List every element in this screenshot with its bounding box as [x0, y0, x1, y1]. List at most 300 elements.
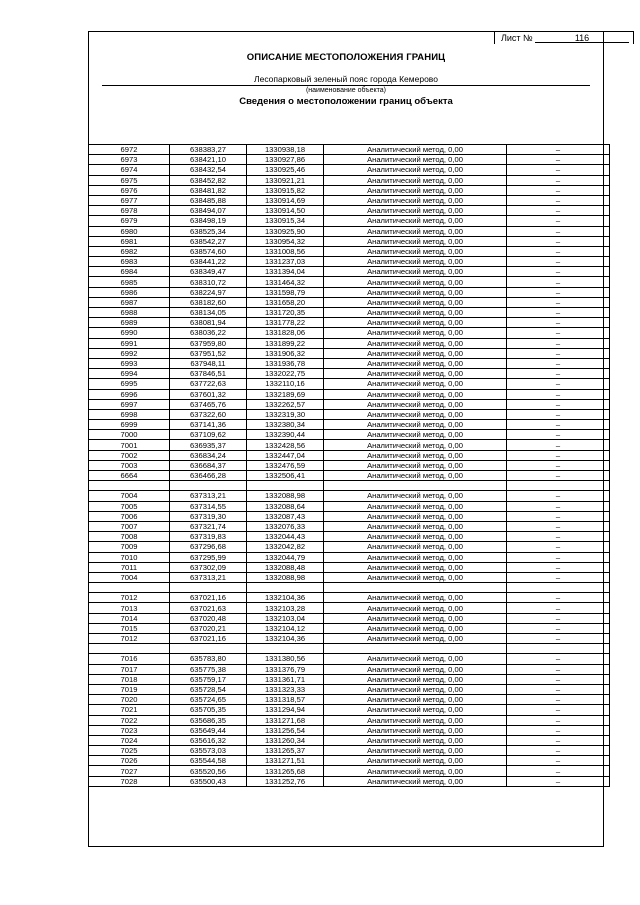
- description-cell: –: [507, 195, 610, 205]
- description-cell: –: [507, 532, 610, 542]
- coord-x-cell: 638574,60: [170, 246, 247, 256]
- point-number-cell: 6983: [89, 257, 170, 267]
- table-row: [89, 348, 610, 358]
- coord-x-cell: 637141,36: [170, 420, 247, 430]
- coord-x-cell: 635759,17: [170, 674, 247, 684]
- description-cell: –: [507, 756, 610, 766]
- coord-y-cell: [247, 583, 324, 593]
- method-accuracy-cell: Аналитический метод, 0,00: [324, 358, 507, 368]
- point-number-cell: 6988: [89, 308, 170, 318]
- coord-x-cell: 636684,37: [170, 460, 247, 470]
- point-number-cell: 7027: [89, 766, 170, 776]
- description-cell: –: [507, 430, 610, 440]
- method-accuracy-cell: Аналитический метод, 0,00: [324, 165, 507, 175]
- point-number-cell: [89, 583, 170, 593]
- coord-y-cell: 1330954,32: [247, 236, 324, 246]
- coord-y-cell: 1331598,79: [247, 287, 324, 297]
- coord-x-cell: 637302,09: [170, 562, 247, 572]
- table-row: [89, 725, 610, 735]
- coord-x-cell: 636935,37: [170, 440, 247, 450]
- description-cell: –: [507, 552, 610, 562]
- point-number-cell: 6979: [89, 216, 170, 226]
- coord-x-cell: 635775,38: [170, 664, 247, 674]
- coord-y-cell: 1332103,04: [247, 613, 324, 623]
- coord-x-cell: 638485,88: [170, 195, 247, 205]
- point-number-cell: 7000: [89, 430, 170, 440]
- coord-x-cell: 637313,21: [170, 491, 247, 501]
- table-row: [89, 328, 610, 338]
- method-accuracy-cell: Аналитический метод, 0,00: [324, 175, 507, 185]
- coord-y-cell: 1332087,43: [247, 511, 324, 521]
- coord-x-cell: 638310,72: [170, 277, 247, 287]
- method-accuracy-cell: Аналитический метод, 0,00: [324, 705, 507, 715]
- coord-y-cell: 1332189,69: [247, 389, 324, 399]
- point-number-cell: 7013: [89, 603, 170, 613]
- description-cell: –: [507, 206, 610, 216]
- description-cell: –: [507, 297, 610, 307]
- point-number-cell: 6996: [89, 389, 170, 399]
- description-cell: –: [507, 613, 610, 623]
- method-accuracy-cell: Аналитический метод, 0,00: [324, 430, 507, 440]
- table-row: [89, 277, 610, 287]
- coord-x-cell: 638525,34: [170, 226, 247, 236]
- description-cell: –: [507, 623, 610, 633]
- coord-y-cell: 1332110,16: [247, 379, 324, 389]
- description-cell: –: [507, 399, 610, 409]
- method-accuracy-cell: Аналитический метод, 0,00: [324, 521, 507, 531]
- table-row: [89, 226, 610, 236]
- method-accuracy-cell: Аналитический метод, 0,00: [324, 735, 507, 745]
- coord-x-cell: 636834,24: [170, 450, 247, 460]
- coord-x-cell: 637021,63: [170, 603, 247, 613]
- coord-y-cell: [247, 644, 324, 654]
- point-number-cell: 6977: [89, 195, 170, 205]
- method-accuracy-cell: Аналитический метод, 0,00: [324, 369, 507, 379]
- description-cell: –: [507, 674, 610, 684]
- table-row: [89, 450, 610, 460]
- coord-y-cell: 1331394,04: [247, 267, 324, 277]
- coord-x-cell: [170, 481, 247, 491]
- coord-x-cell: 637313,21: [170, 572, 247, 582]
- coord-y-cell: 1331271,68: [247, 715, 324, 725]
- coord-x-cell: 635724,65: [170, 695, 247, 705]
- method-accuracy-cell: Аналитический метод, 0,00: [324, 593, 507, 603]
- description-cell: –: [507, 695, 610, 705]
- coord-x-cell: 635616,32: [170, 735, 247, 745]
- table-row: [89, 236, 610, 246]
- description-cell: –: [507, 409, 610, 419]
- description-cell: –: [507, 511, 610, 521]
- description-cell: –: [507, 145, 610, 155]
- method-accuracy-cell: Аналитический метод, 0,00: [324, 145, 507, 155]
- method-accuracy-cell: Аналитический метод, 0,00: [324, 155, 507, 165]
- object-name: Лесопарковый зеленый пояс города Кемерово: [254, 74, 438, 84]
- description-cell: –: [507, 460, 610, 470]
- method-accuracy-cell: Аналитический метод, 0,00: [324, 246, 507, 256]
- point-number-cell: 7006: [89, 511, 170, 521]
- description-cell: [507, 644, 610, 654]
- coord-x-cell: [170, 644, 247, 654]
- method-accuracy-cell: Аналитический метод, 0,00: [324, 695, 507, 705]
- table-row: [89, 175, 610, 185]
- coord-x-cell: 635573,03: [170, 746, 247, 756]
- description-cell: –: [507, 328, 610, 338]
- coord-x-cell: 637021,16: [170, 593, 247, 603]
- table-row: [89, 746, 610, 756]
- coord-x-cell: 635728,54: [170, 684, 247, 694]
- coord-x-cell: 637319,83: [170, 532, 247, 542]
- method-accuracy-cell: Аналитический метод, 0,00: [324, 725, 507, 735]
- method-accuracy-cell: Аналитический метод, 0,00: [324, 491, 507, 501]
- point-number-cell: 6975: [89, 175, 170, 185]
- coord-y-cell: 1331323,33: [247, 684, 324, 694]
- table-row: [89, 684, 610, 694]
- coord-y-cell: 1332104,36: [247, 634, 324, 644]
- description-cell: –: [507, 562, 610, 572]
- coord-y-cell: 1332088,98: [247, 572, 324, 582]
- coord-y-cell: 1331658,20: [247, 297, 324, 307]
- coord-y-cell: 1332044,79: [247, 552, 324, 562]
- method-accuracy-cell: Аналитический метод, 0,00: [324, 440, 507, 450]
- point-number-cell: 6991: [89, 338, 170, 348]
- method-accuracy-cell: Аналитический метод, 0,00: [324, 766, 507, 776]
- point-number-cell: 6993: [89, 358, 170, 368]
- coord-y-cell: 1331271,51: [247, 756, 324, 766]
- coord-y-cell: 1331294,94: [247, 705, 324, 715]
- description-cell: –: [507, 236, 610, 246]
- coord-x-cell: 635649,44: [170, 725, 247, 735]
- sheet-number-value: 116: [574, 33, 590, 43]
- coordinates-table-wrap: [88, 144, 604, 787]
- point-number-cell: 7012: [89, 593, 170, 603]
- coord-y-cell: 1331828,06: [247, 328, 324, 338]
- coord-y-cell: 1330925,90: [247, 226, 324, 236]
- coord-x-cell: 635686,35: [170, 715, 247, 725]
- method-accuracy-cell: Аналитический метод, 0,00: [324, 674, 507, 684]
- point-number-cell: 7025: [89, 746, 170, 756]
- coord-y-cell: 1332104,12: [247, 623, 324, 633]
- method-accuracy-cell: [324, 644, 507, 654]
- description-cell: –: [507, 521, 610, 531]
- table-row: [89, 521, 610, 531]
- table-row: [89, 460, 610, 470]
- method-accuracy-cell: Аналитический метод, 0,00: [324, 634, 507, 644]
- coord-x-cell: 637295,99: [170, 552, 247, 562]
- coord-y-cell: 1332390,44: [247, 430, 324, 440]
- method-accuracy-cell: Аналитический метод, 0,00: [324, 776, 507, 786]
- table-row: [89, 674, 610, 684]
- coord-y-cell: 1332042,82: [247, 542, 324, 552]
- method-accuracy-cell: Аналитический метод, 0,00: [324, 267, 507, 277]
- coord-y-cell: 1330914,50: [247, 206, 324, 216]
- point-number-cell: 6990: [89, 328, 170, 338]
- table-row: [89, 471, 610, 481]
- coord-x-cell: 635783,80: [170, 654, 247, 664]
- description-cell: –: [507, 369, 610, 379]
- coord-y-cell: 1331376,79: [247, 664, 324, 674]
- table-row: [89, 532, 610, 542]
- description-cell: –: [507, 308, 610, 318]
- coord-y-cell: 1331906,32: [247, 348, 324, 358]
- coord-x-cell: 637296,68: [170, 542, 247, 552]
- description-cell: –: [507, 358, 610, 368]
- table-row: [89, 613, 610, 623]
- point-number-cell: 6985: [89, 277, 170, 287]
- point-number-cell: 7014: [89, 613, 170, 623]
- point-number-cell: 6976: [89, 185, 170, 195]
- document-sheet: [88, 31, 604, 847]
- coord-y-cell: 1331008,56: [247, 246, 324, 256]
- document-title: ОПИСАНИЕ МЕСТОПОЛОЖЕНИЯ ГРАНИЦ: [246, 52, 446, 63]
- table-row: [89, 572, 610, 582]
- coord-x-cell: 637959,80: [170, 338, 247, 348]
- method-accuracy-cell: Аналитический метод, 0,00: [324, 511, 507, 521]
- coord-y-cell: 1331265,37: [247, 746, 324, 756]
- table-row: [89, 369, 610, 379]
- table-row: [89, 185, 610, 195]
- description-cell: –: [507, 684, 610, 694]
- description-cell: –: [507, 572, 610, 582]
- coord-y-cell: 1331720,35: [247, 308, 324, 318]
- table-row: [89, 481, 610, 491]
- description-cell: –: [507, 654, 610, 664]
- coord-y-cell: 1332088,98: [247, 491, 324, 501]
- description-cell: –: [507, 246, 610, 256]
- coord-y-cell: 1332380,34: [247, 420, 324, 430]
- coord-y-cell: 1332262,57: [247, 399, 324, 409]
- coord-y-cell: 1331256,54: [247, 725, 324, 735]
- description-cell: –: [507, 501, 610, 511]
- coord-x-cell: 638542,27: [170, 236, 247, 246]
- point-number-cell: 6982: [89, 246, 170, 256]
- table-row: [89, 297, 610, 307]
- coord-x-cell: 638452,82: [170, 175, 247, 185]
- method-accuracy-cell: Аналитический метод, 0,00: [324, 236, 507, 246]
- coord-y-cell: 1332076,33: [247, 521, 324, 531]
- coord-x-cell: 637601,32: [170, 389, 247, 399]
- coord-x-cell: 638494,07: [170, 206, 247, 216]
- point-number-cell: 6989: [89, 318, 170, 328]
- point-number-cell: 7003: [89, 460, 170, 470]
- coord-x-cell: 637322,60: [170, 409, 247, 419]
- description-cell: –: [507, 175, 610, 185]
- table-row: [89, 766, 610, 776]
- table-row: [89, 389, 610, 399]
- point-number-cell: 7007: [89, 521, 170, 531]
- description-cell: –: [507, 379, 610, 389]
- method-accuracy-cell: Аналитический метод, 0,00: [324, 684, 507, 694]
- coord-y-cell: 1331265,68: [247, 766, 324, 776]
- table-row: [89, 318, 610, 328]
- table-row: [89, 338, 610, 348]
- method-accuracy-cell: Аналитический метод, 0,00: [324, 308, 507, 318]
- coord-y-cell: 1330915,82: [247, 185, 324, 195]
- table-row: [89, 257, 610, 267]
- description-cell: –: [507, 593, 610, 603]
- point-number-cell: 7002: [89, 450, 170, 460]
- point-number-cell: 7023: [89, 725, 170, 735]
- table-row: [89, 358, 610, 368]
- table-row: [89, 695, 610, 705]
- coord-x-cell: 638182,60: [170, 297, 247, 307]
- description-cell: –: [507, 705, 610, 715]
- point-number-cell: 7012: [89, 634, 170, 644]
- coord-y-cell: 1331380,56: [247, 654, 324, 664]
- method-accuracy-cell: Аналитический метод, 0,00: [324, 664, 507, 674]
- table-row: [89, 715, 610, 725]
- coord-y-cell: 1332022,75: [247, 369, 324, 379]
- description-cell: –: [507, 420, 610, 430]
- point-number-cell: 7016: [89, 654, 170, 664]
- coord-y-cell: 1332104,36: [247, 593, 324, 603]
- coord-x-cell: 638349,47: [170, 267, 247, 277]
- point-number-cell: 7019: [89, 684, 170, 694]
- coord-x-cell: 637319,30: [170, 511, 247, 521]
- table-row: [89, 562, 610, 572]
- point-number-cell: 6998: [89, 409, 170, 419]
- point-number-cell: 6972: [89, 145, 170, 155]
- table-row: [89, 206, 610, 216]
- method-accuracy-cell: Аналитический метод, 0,00: [324, 379, 507, 389]
- method-accuracy-cell: Аналитический метод, 0,00: [324, 287, 507, 297]
- coord-x-cell: 637020,21: [170, 623, 247, 633]
- point-number-cell: 6994: [89, 369, 170, 379]
- point-number-cell: 6974: [89, 165, 170, 175]
- point-number-cell: 7022: [89, 715, 170, 725]
- method-accuracy-cell: Аналитический метод, 0,00: [324, 572, 507, 582]
- coord-x-cell: 638383,27: [170, 145, 247, 155]
- method-accuracy-cell: Аналитический метод, 0,00: [324, 603, 507, 613]
- coord-y-cell: 1331361,71: [247, 674, 324, 684]
- point-number-cell: 7020: [89, 695, 170, 705]
- table-row: [89, 491, 610, 501]
- coord-y-cell: 1332428,56: [247, 440, 324, 450]
- point-number-cell: 6978: [89, 206, 170, 216]
- coord-y-cell: 1331237,03: [247, 257, 324, 267]
- description-cell: –: [507, 277, 610, 287]
- table-row: [89, 287, 610, 297]
- description-cell: –: [507, 440, 610, 450]
- table-row: [89, 776, 610, 786]
- description-cell: –: [507, 735, 610, 745]
- method-accuracy-cell: Аналитический метод, 0,00: [324, 450, 507, 460]
- coord-y-cell: 1330921,21: [247, 175, 324, 185]
- point-number-cell: 7021: [89, 705, 170, 715]
- coord-x-cell: 638441,22: [170, 257, 247, 267]
- coord-x-cell: 637722,63: [170, 379, 247, 389]
- method-accuracy-cell: Аналитический метод, 0,00: [324, 746, 507, 756]
- point-number-cell: 7001: [89, 440, 170, 450]
- table-row: [89, 246, 610, 256]
- coord-x-cell: 635544,58: [170, 756, 247, 766]
- method-accuracy-cell: Аналитический метод, 0,00: [324, 420, 507, 430]
- description-cell: –: [507, 634, 610, 644]
- coord-y-cell: 1332476,59: [247, 460, 324, 470]
- sheet-number-label: Лист №: [501, 33, 533, 43]
- table-row: [89, 644, 610, 654]
- point-number-cell: 7024: [89, 735, 170, 745]
- description-cell: –: [507, 450, 610, 460]
- description-cell: –: [507, 226, 610, 236]
- description-cell: –: [507, 715, 610, 725]
- method-accuracy-cell: [324, 481, 507, 491]
- coord-y-cell: 1330925,46: [247, 165, 324, 175]
- point-number-cell: 7004: [89, 491, 170, 501]
- table-row: [89, 145, 610, 155]
- method-accuracy-cell: Аналитический метод, 0,00: [324, 277, 507, 287]
- point-number-cell: 7018: [89, 674, 170, 684]
- description-cell: [507, 583, 610, 593]
- coord-x-cell: 635705,35: [170, 705, 247, 715]
- method-accuracy-cell: [324, 583, 507, 593]
- coord-y-cell: 1331252,76: [247, 776, 324, 786]
- point-number-cell: 6997: [89, 399, 170, 409]
- coord-y-cell: 1331778,22: [247, 318, 324, 328]
- table-row: [89, 267, 610, 277]
- table-row: [89, 552, 610, 562]
- description-cell: –: [507, 389, 610, 399]
- coord-x-cell: 637846,51: [170, 369, 247, 379]
- description-cell: –: [507, 165, 610, 175]
- point-number-cell: 7017: [89, 664, 170, 674]
- coord-x-cell: 637948,11: [170, 358, 247, 368]
- point-number-cell: 7010: [89, 552, 170, 562]
- coord-y-cell: 1332447,04: [247, 450, 324, 460]
- table-row: [89, 542, 610, 552]
- table-row: [89, 430, 610, 440]
- point-number-cell: [89, 481, 170, 491]
- method-accuracy-cell: Аналитический метод, 0,00: [324, 756, 507, 766]
- document-header: [88, 44, 604, 107]
- table-row: [89, 195, 610, 205]
- point-number-cell: 7004: [89, 572, 170, 582]
- coord-y-cell: [247, 481, 324, 491]
- method-accuracy-cell: Аналитический метод, 0,00: [324, 654, 507, 664]
- coord-y-cell: 1332088,64: [247, 501, 324, 511]
- coord-y-cell: 1332319,30: [247, 409, 324, 419]
- coord-x-cell: 638481,82: [170, 185, 247, 195]
- description-cell: –: [507, 155, 610, 165]
- table-row: [89, 735, 610, 745]
- method-accuracy-cell: Аналитический метод, 0,00: [324, 552, 507, 562]
- method-accuracy-cell: Аналитический метод, 0,00: [324, 195, 507, 205]
- method-accuracy-cell: Аналитический метод, 0,00: [324, 409, 507, 419]
- table-row: [89, 216, 610, 226]
- coord-x-cell: 635520,56: [170, 766, 247, 776]
- table-row: [89, 308, 610, 318]
- table-row: [89, 634, 610, 644]
- table-row: [89, 501, 610, 511]
- section-title: Сведения о местоположении границ объекта: [239, 96, 453, 107]
- description-cell: –: [507, 287, 610, 297]
- method-accuracy-cell: Аналитический метод, 0,00: [324, 389, 507, 399]
- table-row: [89, 511, 610, 521]
- method-accuracy-cell: Аналитический метод, 0,00: [324, 460, 507, 470]
- method-accuracy-cell: Аналитический метод, 0,00: [324, 206, 507, 216]
- table-row: [89, 654, 610, 664]
- description-cell: –: [507, 542, 610, 552]
- method-accuracy-cell: Аналитический метод, 0,00: [324, 399, 507, 409]
- description-cell: –: [507, 318, 610, 328]
- table-row: [89, 756, 610, 766]
- coord-y-cell: 1332103,28: [247, 603, 324, 613]
- point-number-cell: 7015: [89, 623, 170, 633]
- coord-y-cell: 1332088,48: [247, 562, 324, 572]
- method-accuracy-cell: Аналитический метод, 0,00: [324, 297, 507, 307]
- coord-x-cell: 637951,52: [170, 348, 247, 358]
- table-row: [89, 583, 610, 593]
- coord-x-cell: 638134,05: [170, 308, 247, 318]
